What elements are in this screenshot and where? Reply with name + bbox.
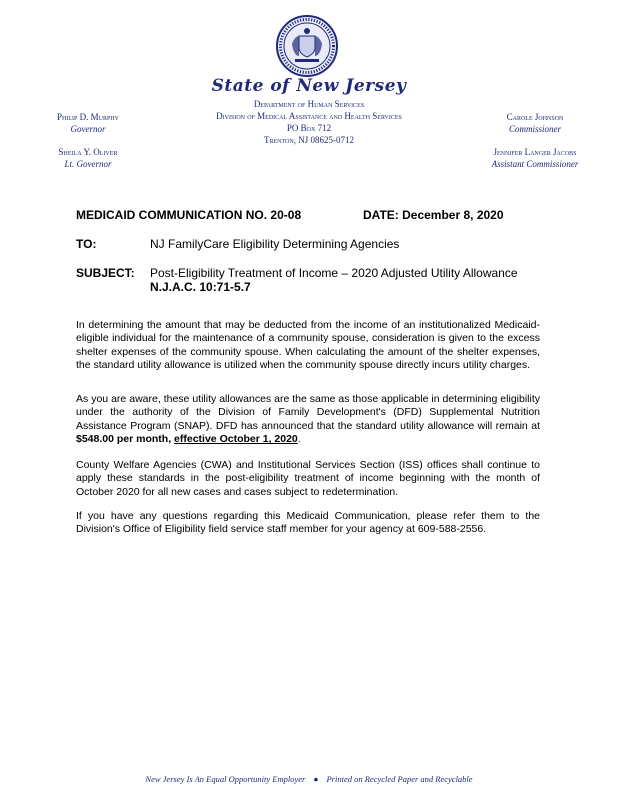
to-label: TO: xyxy=(76,237,97,251)
city-address: Trenton, NJ 08625-0712 xyxy=(264,135,354,145)
department-block xyxy=(160,98,458,146)
communication-date: DATE: December 8, 2020 xyxy=(363,208,504,222)
footer-left: New Jersey Is An Equal Opportunity Employer xyxy=(145,774,306,784)
commissioner-name: Carole Johnson xyxy=(506,112,564,122)
allowance-amount: $548.00 per month, xyxy=(76,433,172,446)
footer-bullet: ● xyxy=(313,774,319,784)
governor-name: Philip D. Murphy xyxy=(57,112,119,122)
paragraph-2-text: As you are aware, these utility allowances are the same as those applicable in determining eligibility under the authority of the Division of Family Development's (DFD) Supplemental Nutrition Assistance Program (SNAP). DFD has announced that the standard utility allowance will remain at xyxy=(76,393,540,432)
lt-governor-title: Lt. Governor xyxy=(64,159,112,169)
commissioner-title: Commissioner xyxy=(508,124,561,134)
nj-state-seal-icon xyxy=(275,14,339,78)
paragraph-3: County Welfare Agencies (CWA) and Institutional Services Section (ISS) offices shall continue to apply these standards in the post-eligibility treatment of income beginning with the month of October 2020 for all new cases and cases subject to redetermination. xyxy=(76,459,540,498)
governor-block xyxy=(28,111,148,170)
subject-label: SUBJECT: xyxy=(76,266,135,280)
subject-regulation: N.J.A.C. 10:71-5.7 xyxy=(150,280,251,294)
communication-number: MEDICAID COMMUNICATION NO. 20-08 xyxy=(76,208,302,222)
communication-line xyxy=(76,208,546,222)
paragraph-1: In determining the amount that may be deducted from the income of an institutionalized Medicaid-eligible individual for the maintenance of a community spouse, consideration is given to the excess shelter expenses of the community spouse. When calculating the amount of the shelter expenses, the standard utility allowance is utilized when the community spouse directly incurs utility charges. xyxy=(76,319,540,372)
assistant-commissioner-title: Assistant Commissioner xyxy=(491,159,579,169)
commissioner-block xyxy=(470,111,600,170)
subject-block xyxy=(150,266,550,294)
footer-right: Printed on Recycled Paper and Recyclable xyxy=(326,774,473,784)
assistant-commissioner-name: Jennifer Langer Jacobs xyxy=(493,147,577,157)
paragraph-2: As you are aware, these utility allowances are the same as those applicable in determining eligibility under the authority of the Division of Family Development's (DFD) Supplemental Nutrition Assistance Program (SNAP). DFD has announced that the standard utility allowance will remain at $548.00 per month, effective October 1, 2020. xyxy=(76,393,540,446)
effective-date: effective October 1, 2020 xyxy=(174,433,298,446)
department-name: Department of Human Services xyxy=(253,99,365,109)
paragraph-4: If you have any questions regarding this Medicaid Communication, please refer them to the Division's Office of Eligibility field service staff member for your agency at 609-588-2556. xyxy=(76,510,540,536)
to-text: NJ FamilyCare Eligibility Determining Agencies xyxy=(150,237,400,251)
lt-governor-name: Sheila Y. Oliver xyxy=(58,147,118,157)
footer xyxy=(0,774,618,784)
governor-title: Governor xyxy=(70,124,106,134)
subject-text: Post-Eligibility Treatment of Income – 2020 Adjusted Utility Allowance xyxy=(150,266,518,280)
state-title: State of New Jersey xyxy=(211,76,407,96)
po-box: PO Box 712 xyxy=(286,123,332,133)
division-name: Division of Medical Assistance and Health Services xyxy=(216,111,402,121)
